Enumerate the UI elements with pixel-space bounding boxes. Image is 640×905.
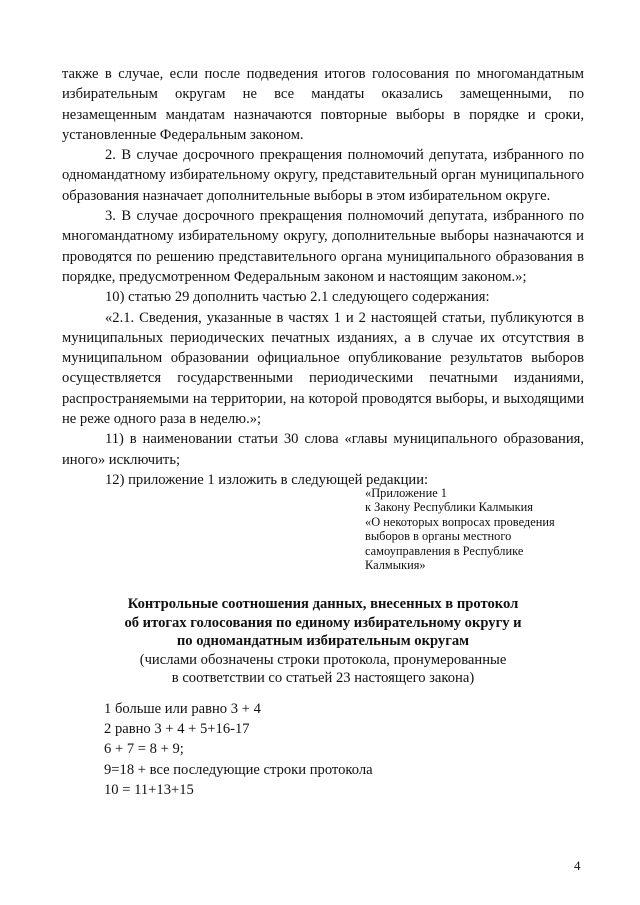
control-relation: 1 больше или равно 3 + 4 — [104, 701, 261, 717]
heading-note-line: (числами обозначены строки протокола, пронумерованные — [139, 651, 507, 668]
paragraph: 10) статью 29 дополнить частью 2.1 следующего содержания: — [105, 289, 490, 306]
appendix-ref-line: «Приложение 1 — [365, 486, 447, 500]
control-relations-list — [104, 699, 504, 800]
appendix-ref-line: «О некоторых вопросах проведения — [365, 514, 555, 529]
paragraph: «2.1. Сведения, указанные в частях 1 и 2 настоящей статьи, публикуются в муниципальных периодических печатных изданиях, а в случае их отсутствия в муниципальном образовании официальное опубликование результатов выборов осуществляется государственными периодическими печатными изданиями, распространяемыми на территории, на которой проводятся выборы, и выходящими не реже одного раза в неделю.»; — [62, 309, 584, 428]
control-relation: 9=18 + все последующие строки протокола — [104, 761, 373, 778]
appendix-heading — [62, 595, 584, 688]
page-number: 4 — [574, 858, 581, 873]
appendix-ref-line: Калмыкия» — [365, 558, 426, 573]
paragraph: 2. В случае досрочного прекращения полномочий депутата, избранного по одномандатному избирательному округу, представительный орган муниципального образования назначает дополнительные выборы в этом избирательном округе. — [62, 147, 584, 204]
heading-title-line: по одномандатным избирательным округам — [176, 633, 470, 649]
appendix-ref-line: выборов в органы местного — [365, 529, 512, 544]
heading-title-line: об итогах голосования по единому избирательному округу и — [124, 614, 522, 631]
control-relation: 2 равно 3 + 4 + 5+16-17 — [104, 721, 250, 738]
body-text — [62, 64, 584, 490]
paragraph: 3. В случае досрочного прекращения полномочий депутата, избранного по многомандатному избирательному округу, дополнительные выборы назначаются и проводятся по решению представительного органа муниципального образования в порядке, предусмотренном Федеральным законом и настоящим законом.»; — [62, 208, 584, 285]
control-relation: 10 = 11+13+15 — [104, 781, 194, 798]
paragraph: также в случае, если после подведения итогов голосования по многомандатным избирательным округам не все мандаты оказались замещенными, по незамещенным мандатам назначаются повторные выборы в порядке и сроки, установленные Федеральным законом. — [62, 66, 584, 143]
heading-note-line: в соответствии со статьей 23 настоящего закона) — [171, 670, 475, 686]
appendix-reference — [365, 486, 595, 572]
heading-title-line: Контрольные соотношения данных, внесенных в протокол — [127, 596, 519, 612]
control-relation: 6 + 7 = 8 + 9; — [104, 741, 184, 758]
appendix-ref-line: к Закону Республики Калмыкия — [365, 500, 533, 515]
paragraph: 12) приложение 1 изложить в следующей редакции: — [105, 471, 429, 488]
paragraph: 11) в наименовании статьи 30 слова «главы муниципального образования, иного» исключить; — [62, 431, 584, 468]
appendix-ref-line: самоуправления в Республике — [365, 543, 524, 558]
